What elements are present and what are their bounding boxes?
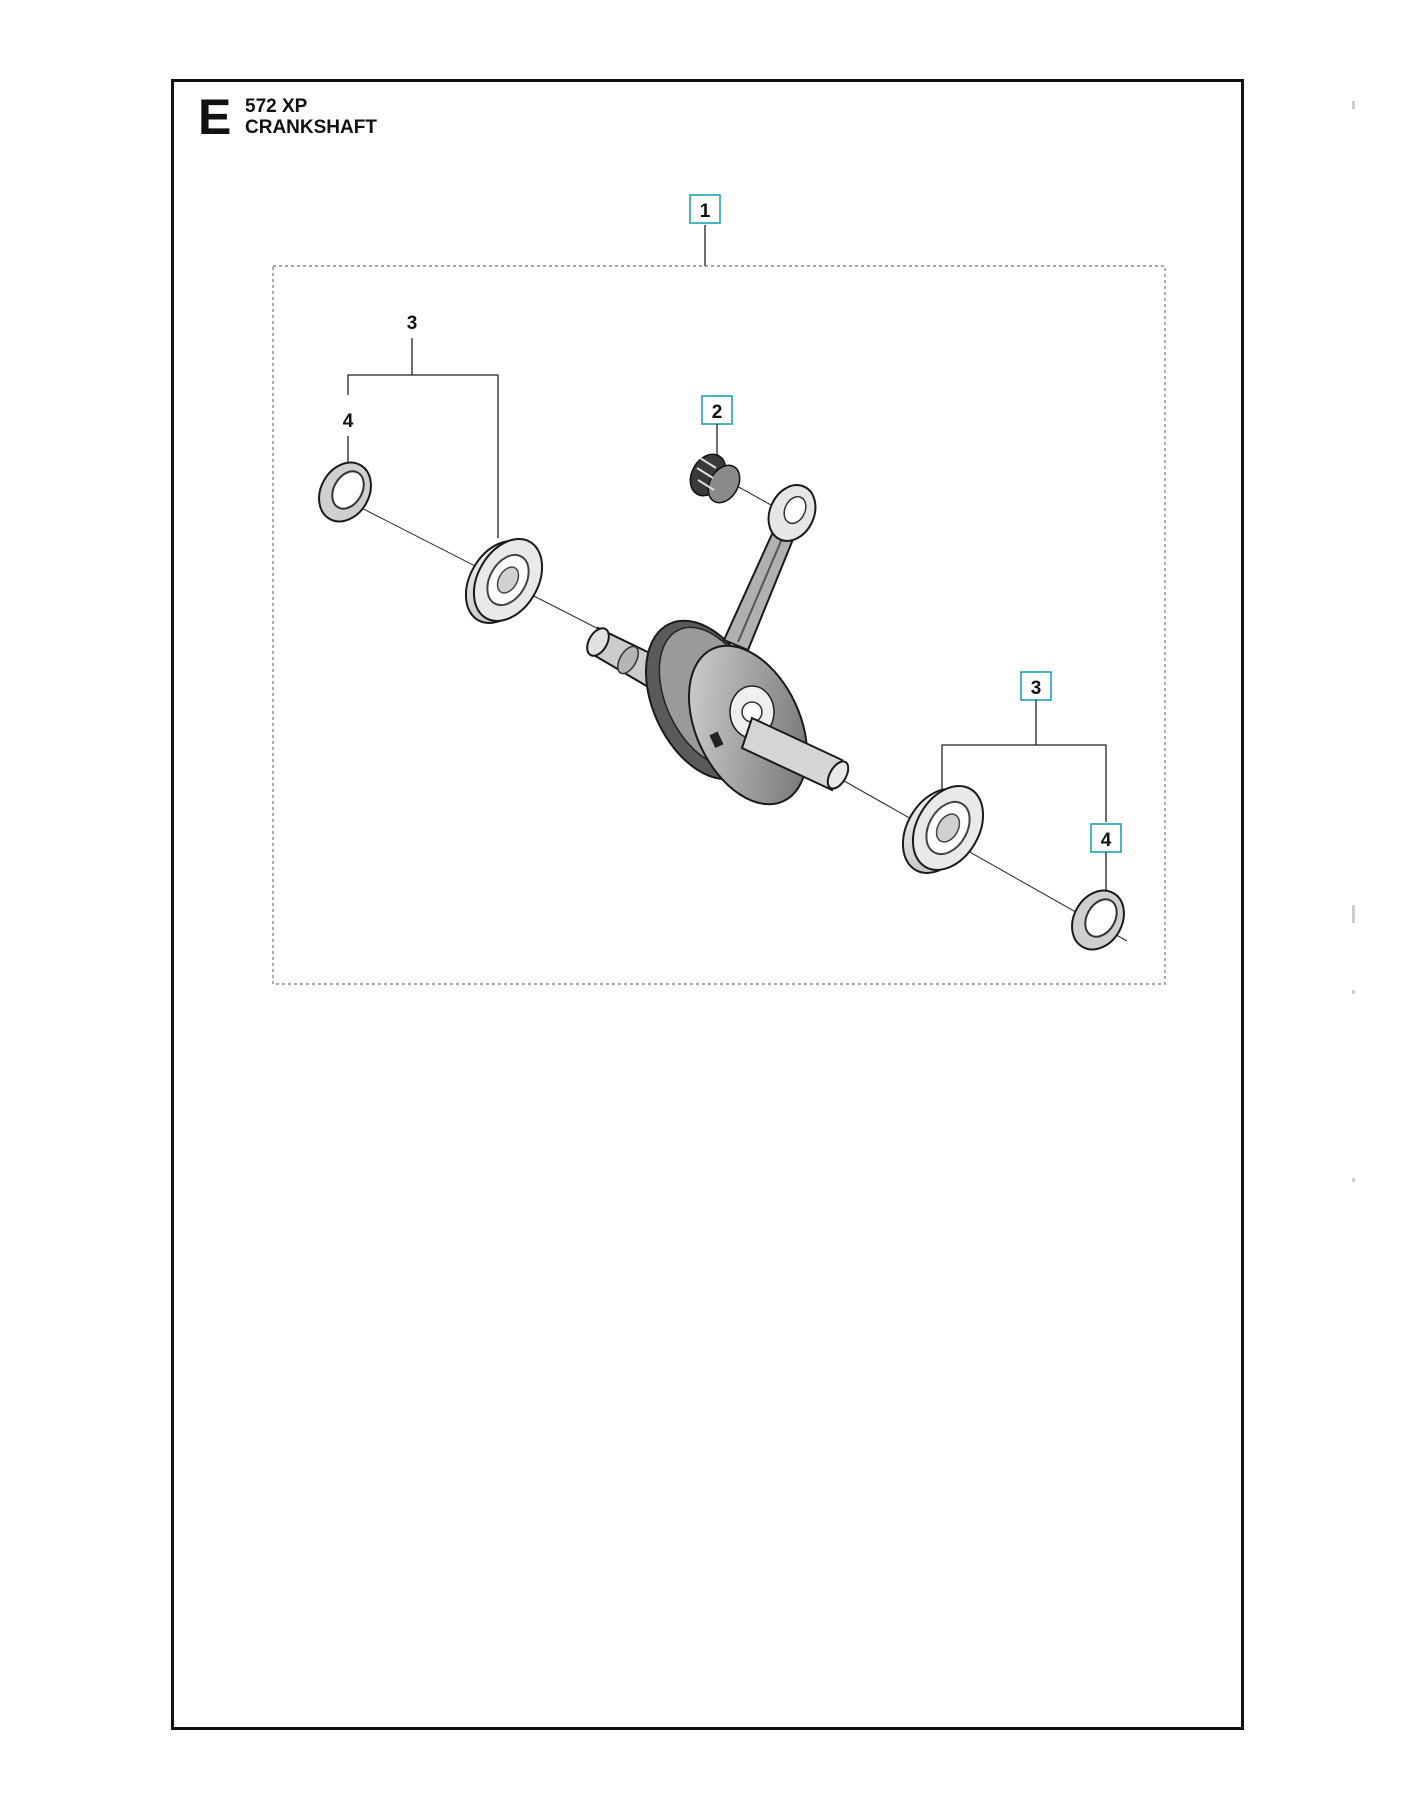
page-edge-mark <box>1352 101 1355 109</box>
callout-1-label: 1 <box>699 201 711 222</box>
needle-bearing <box>683 448 746 508</box>
ball-bearing-left <box>452 527 556 635</box>
page-edge-mark <box>1352 1178 1355 1182</box>
page-edge-mark <box>1352 905 1355 923</box>
callout-4-left-label: 4 <box>342 411 354 432</box>
ball-bearing-right <box>889 774 998 886</box>
callout-2-label: 2 <box>711 402 723 423</box>
model-name: 572 XP <box>245 96 308 117</box>
page-edge-mark <box>1352 990 1355 994</box>
callout-3-left-bracket <box>348 375 498 538</box>
crankshaft <box>583 477 853 823</box>
callout-3-left-label: 3 <box>406 313 418 334</box>
callout-4-right-label: 4 <box>1100 830 1112 851</box>
callout-3-right-label: 3 <box>1030 678 1042 699</box>
assembly-frame <box>273 266 1165 984</box>
oil-seal-left <box>309 453 382 531</box>
section-letter: E <box>198 89 232 145</box>
oil-seal-right <box>1062 881 1135 959</box>
diagram-title: CRANKSHAFT <box>245 117 377 138</box>
